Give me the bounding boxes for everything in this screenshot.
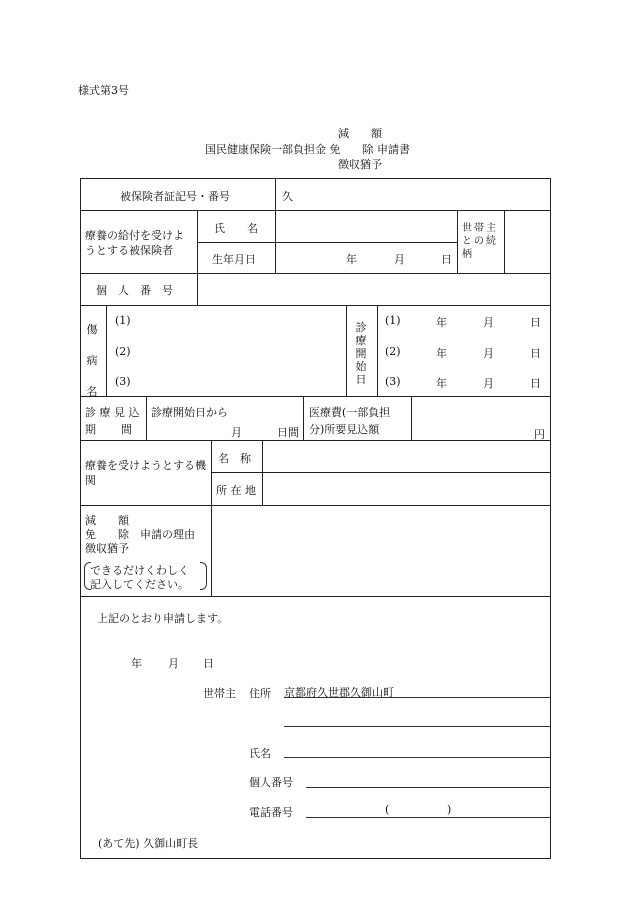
row-divider: [80, 305, 551, 306]
col-divider: [197, 210, 198, 305]
birth-date-label: 生年月日: [212, 253, 256, 266]
treatment-start-label: 診療開始日: [355, 321, 367, 386]
personal-number-label: 個 人 番 号: [96, 284, 173, 297]
phone-label: 電話番号: [249, 806, 293, 819]
start-row-2-no: (2): [385, 345, 401, 358]
insurance-card-label: 被保険者証記号・番号: [120, 190, 230, 203]
institution-name-label: 名 称: [218, 452, 251, 465]
treatment-period-label-2: 期 間: [85, 423, 133, 436]
injury-item-2: (2): [115, 345, 131, 358]
col-divider: [146, 396, 147, 440]
row-divider: [80, 505, 551, 506]
col-divider: [262, 440, 263, 505]
phone-line[interactable]: [306, 817, 551, 818]
injury-item-1: (1): [115, 314, 131, 327]
cost-label-1: 医療費(一部負担: [309, 406, 391, 419]
cost-label-2: 分)所要見込額: [309, 423, 380, 436]
applicant-name-label: 氏名: [249, 747, 271, 760]
row-divider: [80, 440, 551, 441]
name-label: 氏 名: [214, 222, 258, 235]
start-row-1-year: 年: [436, 316, 447, 329]
row-subdivider: [197, 242, 457, 243]
insurance-card-prefix[interactable]: 久: [282, 190, 293, 203]
treatment-period-label-1: 診 療 見 込: [85, 406, 140, 419]
start-row-3-day: 日: [530, 377, 541, 390]
row-divider: [80, 396, 551, 397]
yen-unit: 円: [534, 428, 545, 441]
start-row-1-month: 月: [483, 316, 494, 329]
householder-label: 世帯主: [203, 687, 236, 700]
date-month-unit: 月: [168, 657, 179, 670]
title-option-defer: 徴収猶予: [338, 158, 382, 171]
from-start-text: 診療開始日から: [151, 406, 228, 419]
start-row-2-month: 月: [483, 347, 494, 360]
injury-item-3: (3): [115, 375, 131, 388]
start-row-1-day: 日: [530, 316, 541, 329]
row-divider: [80, 596, 551, 597]
insured-person-label: 療養の給付を受けようとする被保険者: [85, 229, 184, 257]
birth-day-unit: 日: [441, 253, 452, 266]
col-divider: [275, 210, 276, 273]
col-divider: [106, 305, 107, 396]
start-row-3-no: (3): [385, 375, 401, 388]
applicant-personal-number-label: 個人番号: [249, 776, 293, 789]
start-row-1-no: (1): [385, 314, 401, 327]
title-option-reduce: 減 額: [338, 127, 382, 140]
address-label: 住所: [249, 687, 271, 700]
col-divider: [275, 178, 276, 210]
phone-paren-close: ): [447, 803, 452, 816]
reason-note-1: できるだけくわしく: [90, 564, 189, 577]
col-divider: [411, 396, 412, 440]
col-divider: [457, 210, 458, 273]
start-row-2-year: 年: [436, 347, 447, 360]
start-row-3-month: 月: [483, 377, 494, 390]
col-divider: [377, 305, 378, 396]
address-line-1: [284, 697, 551, 698]
date-year-unit: 年: [131, 657, 142, 670]
reason-label-2: 免 除 申請の理由: [85, 528, 195, 541]
note-bracket-right: [200, 562, 207, 590]
injury-label: 傷病名: [86, 323, 98, 398]
col-divider: [211, 440, 212, 505]
applicant-personal-number-line[interactable]: [306, 787, 551, 788]
row-divider: [80, 273, 551, 274]
address-value[interactable]: 京都府久世郡久御山町: [284, 686, 394, 699]
relation-label: 世帯主との続柄: [462, 223, 498, 260]
date-day-unit: 日: [203, 657, 214, 670]
month-unit: 月: [231, 426, 242, 439]
birth-month-unit: 月: [394, 253, 405, 266]
row-divider: [80, 210, 551, 211]
col-divider: [303, 396, 304, 440]
start-row-2-day: 日: [530, 347, 541, 360]
page-title: 国民健康保険一部負担金 免 除 申請書: [205, 143, 410, 156]
reason-note-2: 記入してください。: [90, 578, 189, 591]
reason-label-3: 徴収猶予: [85, 542, 129, 555]
col-divider: [504, 210, 505, 273]
addressee: (あて先) 久御山町長: [98, 837, 199, 850]
col-divider: [346, 305, 347, 396]
phone-paren-open: (: [385, 803, 390, 816]
reason-label-1: 減 額: [85, 514, 129, 527]
declaration-text: 上記のとおり申請します。: [97, 612, 229, 625]
form-number: 様式第3号: [78, 84, 129, 97]
institution-label: 療養を受けようとする機関: [85, 459, 206, 487]
address-line-2[interactable]: [284, 726, 551, 727]
institution-address-label: 所 在 地: [216, 484, 256, 497]
start-row-3-year: 年: [436, 377, 447, 390]
applicant-name-line[interactable]: [284, 757, 551, 758]
birth-year-unit: 年: [346, 253, 357, 266]
col-divider: [211, 505, 212, 596]
days-unit: 日間: [277, 426, 299, 439]
